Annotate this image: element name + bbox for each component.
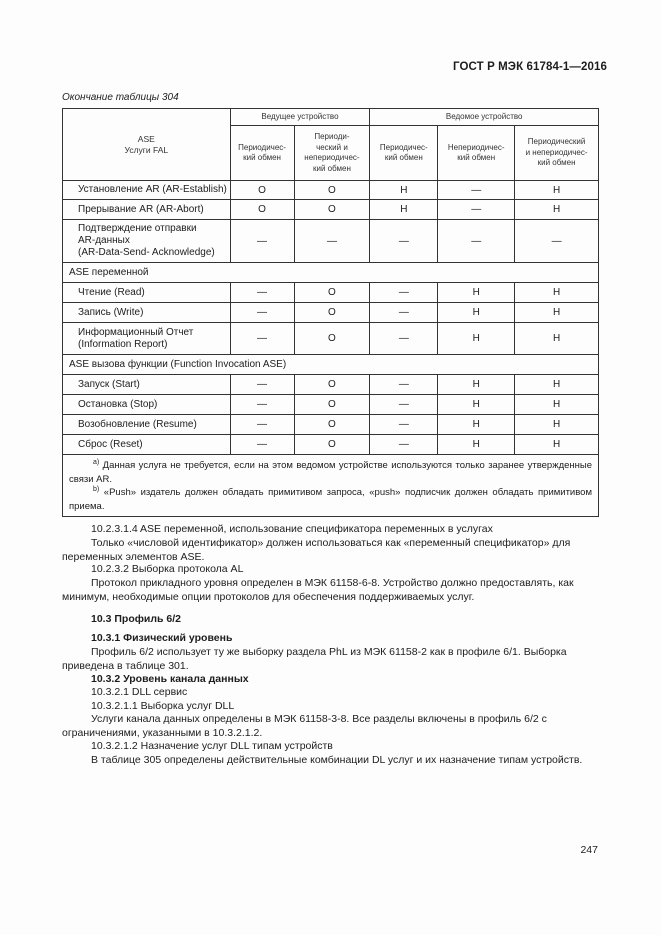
- header-master-device: Ведущее устройство: [230, 109, 370, 126]
- header-slave-device: Ведомое устройство: [370, 109, 599, 126]
- subsection-heading: 10.3.2 Уровень канала данных: [91, 673, 249, 685]
- table-304: [62, 108, 599, 517]
- section-heading: 10.3 Профиль 6/2: [91, 613, 182, 625]
- page-number: 247: [580, 844, 598, 856]
- table-row: Остановка (Stop) — O — H H: [63, 395, 599, 415]
- paragraph: 10.2.3.2 Выборка протокола AL: [91, 563, 244, 575]
- paragraph: 10.3.2.1 DLL сервис: [91, 686, 188, 698]
- paragraph: Протокол прикладного уровня определен в МЭК 61158-6-8. Устройство должно предоставлять, как минимум, необходимые опции протоколов для обеспечения поддерживаемых услуг.: [62, 577, 574, 603]
- table-row: Установление AR (AR-Establish) O O H — H: [63, 181, 599, 200]
- paragraph: Профиль 6/2 использует ту же выборку раздела PhL из МЭК 61158-2 как в профиле 6/1. Выборка приведена в таблице 301.: [62, 646, 567, 672]
- subsection-heading: 10.3.1 Физический уровень: [91, 632, 233, 644]
- paragraph: 10.2.3.1.4 ASE переменной, использование спецификатора переменных в услугах: [91, 523, 493, 535]
- table-row: Информационный Отчет (Information Report) — O — H H: [63, 323, 599, 355]
- table-row: Запись (Write) — O — H H: [63, 303, 599, 323]
- header-col-3: Периодичес- кий обмен: [370, 126, 438, 181]
- table-group-row: ASE переменной: [63, 263, 599, 283]
- paragraph: Услуги канала данных определены в МЭК 61158-3-8. Все разделы включены в профиль 6/2 с ограничениями, указанными в 10.3.2.1.2.: [62, 713, 547, 739]
- table-row: Прерывание AR (AR-Abort) O O H — H: [63, 200, 599, 220]
- paragraph: В таблице 305 определены действительные комбинации DL услуг и их назначение типам устройств.: [91, 754, 583, 766]
- table-notes-row: [63, 455, 599, 517]
- paragraph: Только «числовой идентификатор» должен использоваться как «переменный спецификатор» для переменных элементов ASE.: [62, 537, 571, 563]
- table-row: Подтверждение отправки AR-данных (AR-Data-Send- Acknowledge) — — — — —: [63, 220, 599, 263]
- table-row: Возобновление (Resume) — O — H H: [63, 415, 599, 435]
- table-caption: Окончание таблицы 304: [62, 92, 179, 103]
- header-col-1: Периодичес- кий обмен: [230, 126, 294, 181]
- header-col-5: Периодический и непериодичес- кий обмен: [515, 126, 599, 181]
- table-row: Запуск (Start) — O — H H: [63, 375, 599, 395]
- table-row: Сброс (Reset) — O — H H: [63, 435, 599, 455]
- paragraph: 10.3.2.1.2 Назначение услуг DLL типам устройств: [91, 740, 333, 752]
- table-row: Чтение (Read) — O — H H: [63, 283, 599, 303]
- table-note-b: $^{b)}$ «Push» издатель должен обладать примитивом запроса, «push» подписчик должен обладать примитивом приема.: [69, 485, 592, 512]
- table-group-row: ASE вызова функции (Function Invocation ASE): [63, 355, 599, 375]
- header-col-4: Непериодичес- кий обмен: [438, 126, 515, 181]
- standard-number: ГОСТ Р МЭК 61784-1—2016: [453, 61, 607, 73]
- table-note-a: $^{a)}$ Данная услуга не требуется, если на этом ведомом устройстве используются только заранее утвержденные связи AR.: [69, 458, 593, 485]
- paragraph: 10.3.2.1.1 Выборка услуг DLL: [91, 700, 235, 712]
- header-col-2: Периоди- ческий и непериодичес- кий обмен: [294, 126, 370, 181]
- header-ase-services: ASE Услуги FAL: [63, 109, 231, 181]
